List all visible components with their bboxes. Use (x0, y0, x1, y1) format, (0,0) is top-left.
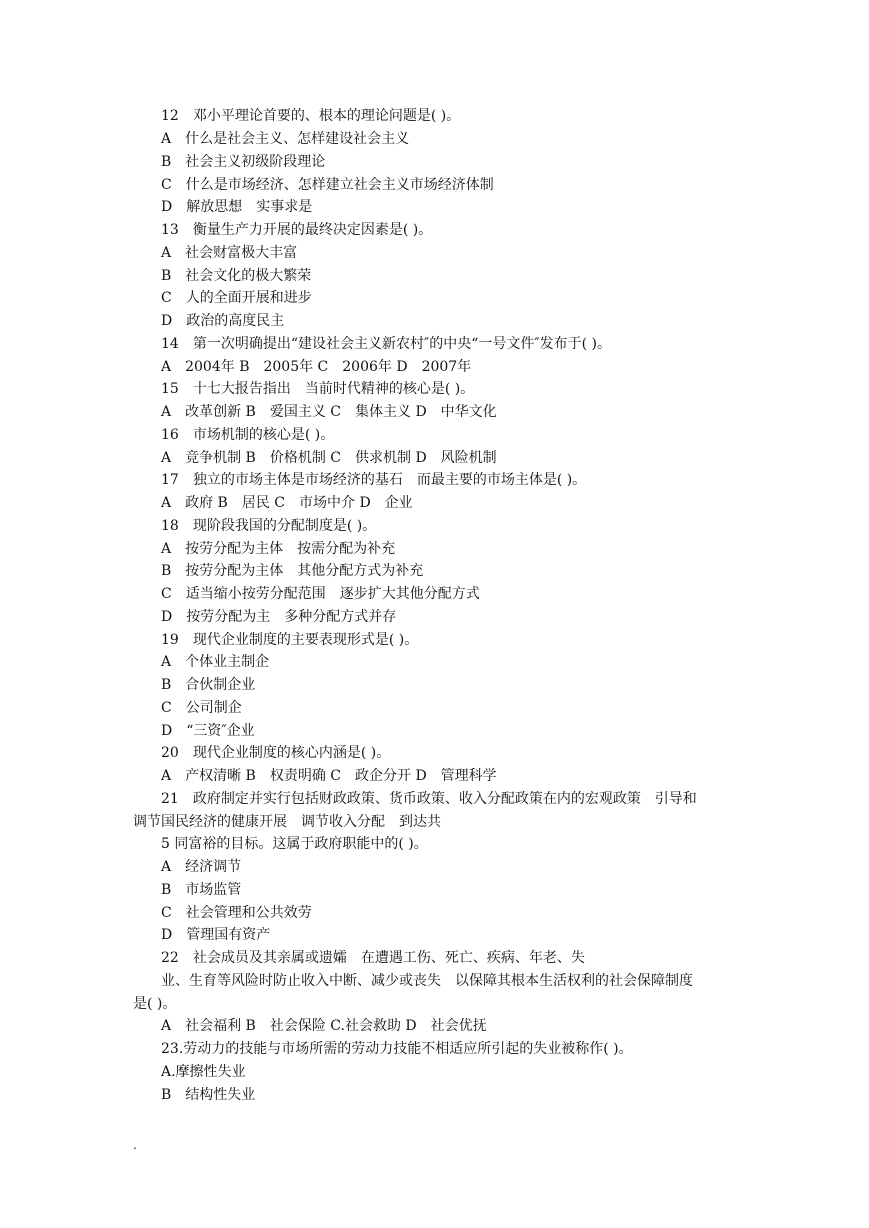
text-line: 业、生育等风险时防止收入中断、减少或丧失 以保障其根本生活权利的社会保障制度 (161, 973, 693, 989)
text-line: D 政治的高度民主 (161, 313, 285, 329)
text-line: 12 邓小平理论首要的、根本的理论问题是( )。 (161, 108, 461, 124)
text-line: D 解放思想 实事求是 (161, 199, 313, 215)
text-line: D 按劳分配为主 多种分配方式并存 (161, 609, 397, 625)
text-line: 22 社会成员及其亲属或遗孀 在遭遇工伤、死亡、疾病、年老、失 (161, 950, 585, 966)
text-line: A 按劳分配为主体 按需分配为补充 (161, 541, 396, 557)
text-line: 21 政府制定并实行包括财政政策、货币政策、收入分配政策在内的宏观政策 引导和 (161, 791, 697, 807)
text-line: C 社会管理和公共效劳 (161, 905, 312, 921)
text-line: B 市场监管 (161, 882, 242, 898)
text-line: 20 现代企业制度的核心内涵是( )。 (161, 745, 391, 761)
text-line: 是( )。 (133, 996, 177, 1012)
text-line: A 竞争机制 B 价格机制 C 供求机制 D 风险机制 (161, 450, 497, 466)
text-line: C 什么是市场经济、怎样建立社会主义市场经济体制 (161, 177, 494, 193)
text-line: A 2004年 B 2005年 C 2006年 D 2007年 (161, 359, 472, 375)
text-line: 15 十七大报告指出 当前时代精神的核心是( )。 (161, 381, 475, 397)
text-line: B 合伙制企业 (161, 677, 256, 693)
page-footer: . (133, 1138, 137, 1152)
text-line: 23.劳动力的技能与市场所需的劳动力技能不相适应所引起的失业被称作( )。 (161, 1041, 633, 1057)
text-line: A 经济调节 (161, 859, 242, 875)
text-line: C 人的全面开展和进步 (161, 290, 312, 306)
text-line: 16 市场机制的核心是( )。 (161, 427, 335, 443)
text-line: D “三资″企业 (161, 723, 255, 739)
text-line: 14 第一次明确提出“建设社会主义新农村″的中央“一号文件″发布于( )。 (161, 336, 611, 352)
text-line: A 社会福利 B 社会保险 C.社会救助 D 社会优抚 (161, 1018, 487, 1034)
text-line: B 社会文化的极大繁荣 (161, 268, 312, 284)
text-line: 5 同富裕的目标。这属于政府职能中的( )。 (161, 836, 428, 852)
text-line: A 社会财富极大丰富 (161, 245, 298, 261)
text-line: A 个体业主制企 (161, 654, 270, 670)
text-line: B 社会主义初级阶段理论 (161, 154, 326, 170)
text-line: 18 现阶段我国的分配制度是( )。 (161, 518, 377, 534)
text-line: C 适当缩小按劳分配范围 逐步扩大其他分配方式 (161, 586, 480, 602)
text-line: A 产权清晰 B 权责明确 C 政企分开 D 管理科学 (161, 768, 497, 784)
text-line: B 结构性失业 (161, 1087, 256, 1103)
text-line: A 改革创新 B 爱国主义 C 集体主义 D 中华文化 (161, 404, 497, 420)
text-line: D 管理国有资产 (161, 927, 271, 943)
text-line: B 按劳分配为主体 其他分配方式为补充 (161, 563, 424, 579)
text-line: A 什么是社会主义、怎样建设社会主义 (161, 131, 410, 147)
text-line: C 公司制企 (161, 700, 242, 716)
text-line: 调节国民经济的健康开展 调节收入分配 到达共 (133, 814, 441, 830)
text-line: A 政府 B 居民 C 市场中介 D 企业 (161, 495, 413, 511)
text-line: 13 衡量生产力开展的最终决定因素是( )。 (161, 222, 433, 238)
text-line: 17 独立的市场主体是市场经济的基石 而最主要的市场主体是( )。 (161, 472, 587, 488)
text-line: 19 现代企业制度的主要表现形式是( )。 (161, 632, 419, 648)
text-line: A.摩擦性失业 (161, 1064, 246, 1080)
